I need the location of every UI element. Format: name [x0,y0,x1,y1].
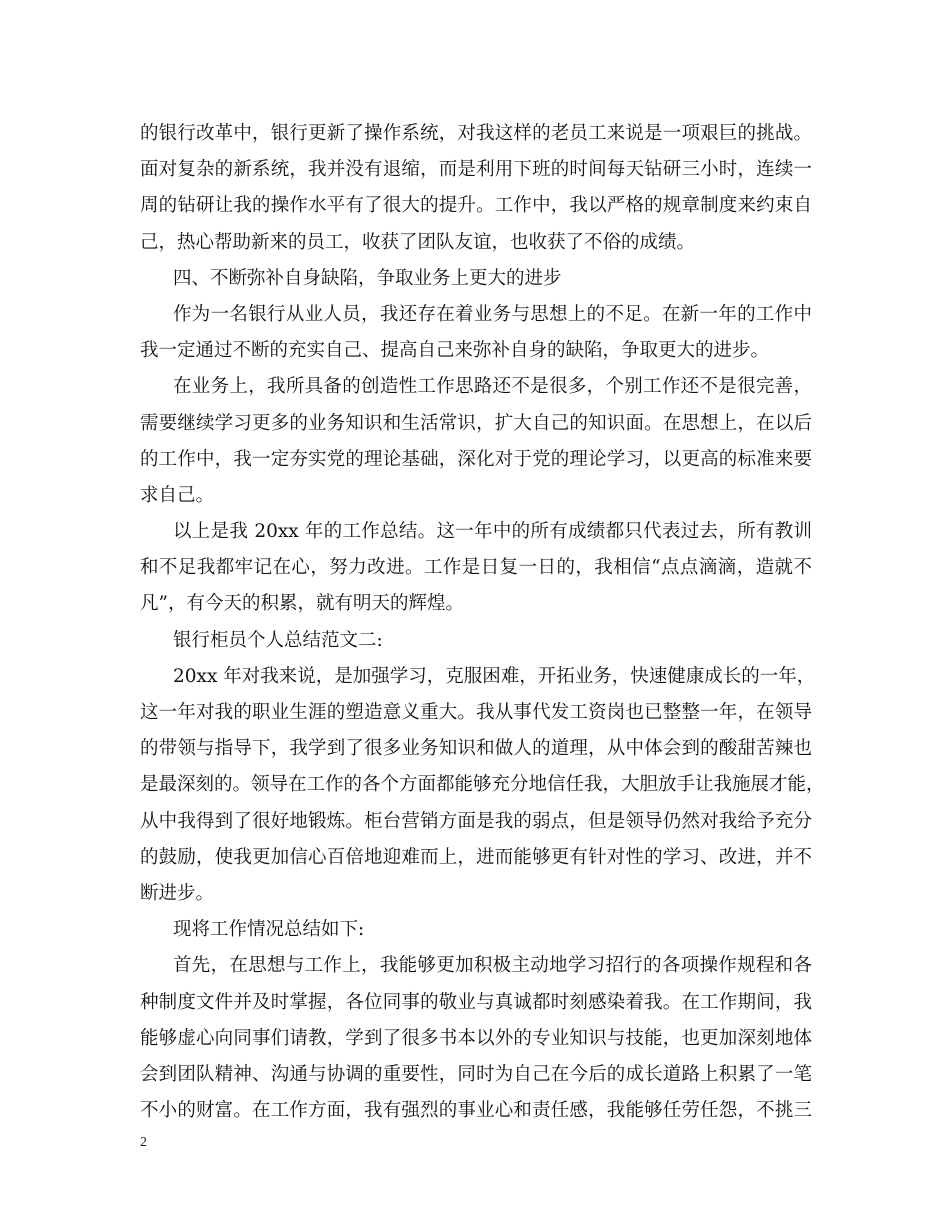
text-line: 断进步。 [140,882,215,904]
text-line: 的鼓励，使我更加信心百倍地迎难而上，进而能够更有针对性的学习、改进，并不 [140,846,812,868]
text-line: 种制度文件并及时掌握，各位同事的敬业与真诚都时刻感染着我。在工作期间，我 [140,991,812,1013]
text-line: 在业务上，我所具备的创造性工作思路还不是很多，个别工作还不是很完善， [173,376,812,398]
text-line: 己，热心帮助新来的员工，收获了团队友谊，也收获了不俗的成绩。 [140,231,696,253]
text-line: 面对复杂的新系统，我并没有退缩，而是利用下班的时间每天钻研三小时，连续一 [140,159,812,181]
text-line: 20xx 年对我来说，是加强学习，克服困难，开拓业务，快速健康成长的一年， [173,665,816,687]
text-line: 求自己。 [140,484,215,506]
page-number: 2 [140,1135,147,1150]
text-line: 首先，在思想与工作上，我能够更加积极主动地学习招行的各项操作规程和各 [173,955,812,977]
text-line: 银行柜员个人总结范文二: [173,629,383,651]
text-line: 不小的财富。在工作方面，我有强烈的事业心和责任感，我能够任劳任怨，不挑三 [140,1100,812,1122]
text-line: 我一定通过不断的充实自己、提高自己来弥补自身的缺陷，争取更大的进步。 [140,340,770,362]
text-line: 的工作中，我一定夯实党的理论基础，深化对于党的理论学习，以更高的标准来要 [140,448,812,470]
text-line: 周的钻研让我的操作水平有了很大的提升。工作中，我以严格的规章制度来约束自 [140,195,812,217]
text-line: 作为一名银行从业人员，我还存在着业务与思想上的不足。在新一年的工作中 [173,303,812,325]
text-line: 能够虚心向同事们请教，学到了很多书本以外的专业知识与技能，也更加深刻地体 [140,1027,812,1049]
document-body [140,116,825,1129]
text-line: 凡”，有今天的积累，就有明天的辉煌。 [140,593,464,615]
text-line: 的带领与指导下，我学到了很多业务知识和做人的道理，从中体会到的酸甜苦辣也 [140,738,812,760]
text-line: 的银行改革中，银行更新了操作系统，对我这样的老员工来说是一项艰巨的挑战。 [140,123,812,144]
text-line: 会到团队精神、沟通与协调的重要性，同时为自己在今后的成长道路上积累了一笔 [140,1063,812,1085]
text-line: 现将工作情况总结如下: [173,919,365,941]
text-line: 这一年对我的职业生涯的塑造意义重大。我从事代发工资岗也已整整一年，在领导 [140,702,812,723]
text-line: 需要继续学习更多的业务知识和生活常识，扩大自己的知识面。在思想上，在以后 [140,412,812,434]
text-line: 四、不断弥补自身缺陷，争取业务上更大的进步 [173,267,562,289]
text-line: 是最深刻的。领导在工作的各个方面都能够充分地信任我，大胆放手让我施展才能， [140,774,825,796]
text-line: 和不足我都牢记在心，努力改进。工作是日复一日的，我相信“点点滴滴，造就不 [140,557,812,579]
text-line: 以上是我 20xx 年的工作总结。这一年中的所有成绩都只代表过去，所有教训 [173,521,812,543]
text-line: 从中我得到了很好地锻炼。柜台营销方面是我的弱点，但是领导仍然对我给予充分 [140,810,812,832]
